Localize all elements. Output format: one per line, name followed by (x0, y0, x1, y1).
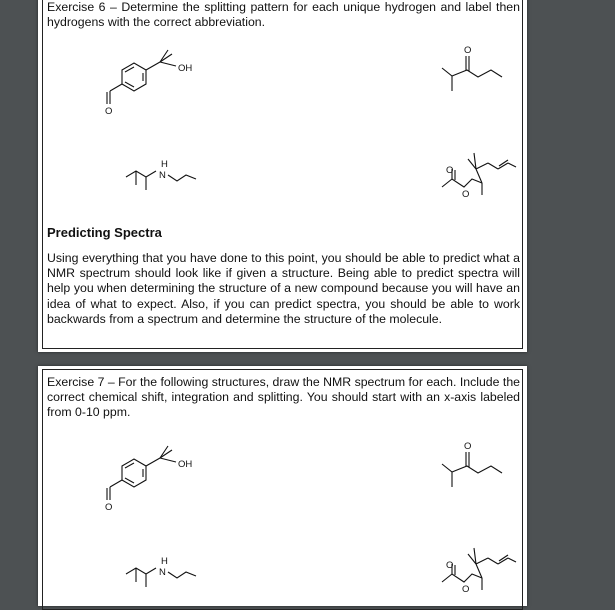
carbonyl-oxygen-label: O (105, 106, 113, 117)
molecule-ketone-2 (436, 440, 516, 492)
ester-oxygen-label: O (462, 189, 470, 200)
ester-carbonyl-oxygen-label: O (446, 165, 454, 176)
molecule-ester-alkene (438, 149, 520, 203)
predicting-spectra-paragraph: Using everything that you have done to this point, you should be able to predict what a NMR spectrum should look like if given a structure. Being able to predict spectra will help you when determining the structure of a new compound because you will have an idea of what to expect. Also, if you can predict spectra, you should be able to work backwards from a spectrum and determine the structure of the molecule. (47, 251, 520, 326)
carbonyl-oxygen-label-2: O (105, 502, 113, 513)
exercise6-instructions: Exercise 6 – Determine the splitting pattern for each unique hydrogen and label then hydrogens with the correct abbreviation. (47, 0, 520, 30)
amine-hydrogen-label: H (161, 159, 168, 170)
ester-oxygen-label-2: O (462, 584, 470, 595)
molecule-secondary-amine (122, 157, 202, 199)
exercise7-instructions: Exercise 7 – For the following structures, draw the NMR spectrum for each. Include the correct chemical shift, integration and splitting. You should start with an x-axis labeled from 0-10 ppm. (47, 375, 520, 420)
ester-carbonyl-oxygen-label-2: O (446, 560, 454, 571)
amine-nitrogen-label: N (159, 170, 166, 181)
molecule-ester-alkene-2 (438, 544, 520, 598)
amine-hydrogen-label-2: H (161, 556, 168, 567)
document-page-1 (38, 0, 527, 352)
ketone-oxygen-label-2: O (464, 441, 472, 452)
molecule-aromatic-aldehyde-alcohol-2 (80, 444, 210, 518)
ketone-oxygen-label: O (464, 45, 472, 56)
molecule-ketone (436, 44, 516, 96)
predicting-spectra-heading: Predicting Spectra (47, 225, 162, 240)
hydroxyl-label-2: OH (178, 459, 193, 470)
hydroxyl-label: OH (178, 63, 193, 74)
molecule-secondary-amine-2 (122, 554, 202, 596)
molecule-aromatic-aldehyde-alcohol (80, 48, 210, 122)
amine-nitrogen-label-2: N (159, 567, 166, 578)
document-page-2 (38, 366, 527, 606)
